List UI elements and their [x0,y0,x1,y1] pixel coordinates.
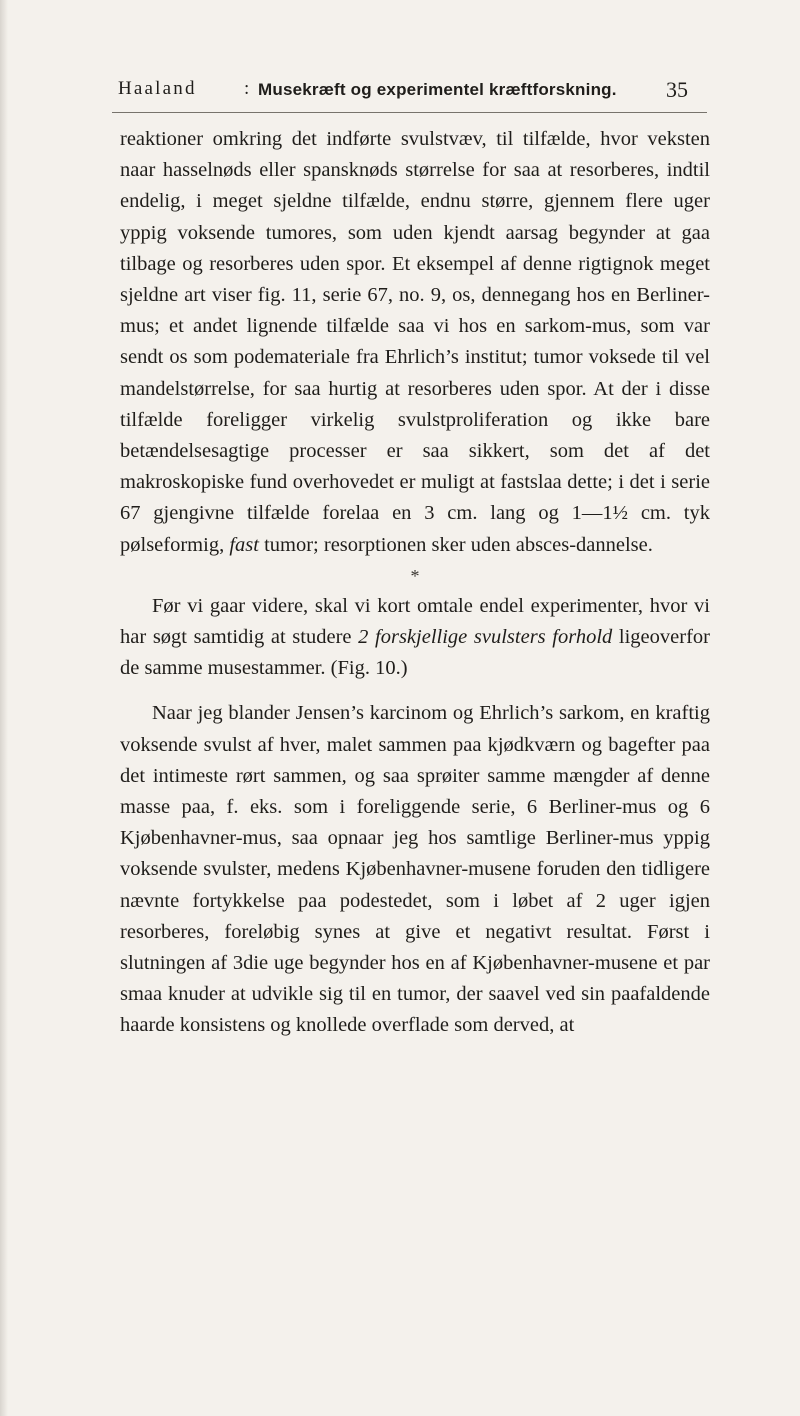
page-edge-shading [0,0,8,1416]
running-head-separator: : [244,78,250,99]
text-segment: tumor; resorptionen sker uden absces-dannelse. [258,533,653,556]
header-rule [112,112,707,113]
text-segment: ligeoverfor de samme musestammer. (Fig. 10.) [120,626,710,680]
body-text [120,124,710,1042]
italic-text-segment: fast [229,533,259,556]
paragraph-gap [120,684,710,698]
paragraph-3 [120,698,710,1041]
section-separator: * [410,565,420,586]
page-number: 35 [666,77,688,102]
italic-text-segment: 2 forskjellige svulsters forhold [358,626,613,649]
text-segment: Naar jeg blander Jensen’s karcinom og Ehrlich’s sarkom, en kraftig voksende svulst af hver, malet sammen paa kjødkværn og bagefter paa det intimeste rørt sammen, og saa sprøiter samme mængder af denne masse paa, f. eks. som i foreliggende serie, 6 Berliner-mus og 6 Kjøbenhavner-mus, saa opnaar jeg hos samtlige Berliner-mus yppig voksende svulster, medens Kjøbenhavner-musene foruden den tidligere nævnte fortykkelse paa podestedet, som i løbet af 2 uger igjen resorberes, foreløbig synes at give et negativt resultat. Først i slutningen af 3die uge begynder hos en af Kjøbenhavner-musene et par smaa knuder at udvikle sig til en tumor, der saavel ved sin paafaldende haarde konsistens og knollede overflade som derved, at [120,702,710,1037]
text-segment: reaktioner omkring det indførte svulstvæv, til tilfælde, hvor veksten naar hasselnøds eller spansknøds størrelse for saa at resorberes, indtil endelig, i meget sjeldne tilfælde, endnu større, gjennem flere uger yppig voksende tumores, som uden kjendt aarsag begynder at gaa tilbage og resorberes uden spor. Et eksempel af denne rigtignok meget sjeldne art viser fig. 11, serie 67, no. 9, os, dennegang hos en Berliner-mus; et andet lignende tilfælde saa vi hos en sarkom-mus, som var sendt os som podemateriale fra Ehrlich’s institut; tumor voksede til vel mandelstørrelse, for saa hurtig at resorberes uden spor. At der i disse tilfælde foreligger virkelig svulstproliferation og ikke bare betændelsesagtige processer er saa sikkert, som det af det makroskopiske fund overhovedet er muligt at fastslaa dette; i det i serie 67 gjengivne tilfælde forelaa en 3 cm. lang og 1—1½ cm. tyk pølseformig, [120,128,710,556]
text-segment: Før vi gaar videre, skal vi kort omtale endel experimenter, hvor vi har søgt samtidig at studere [120,594,710,649]
running-head-author: Haaland [118,78,197,99]
running-head-title: Musekræft og experimentel kræftforskning. [258,80,617,99]
paragraph-2 [120,591,710,685]
paragraph-1 [120,124,710,561]
